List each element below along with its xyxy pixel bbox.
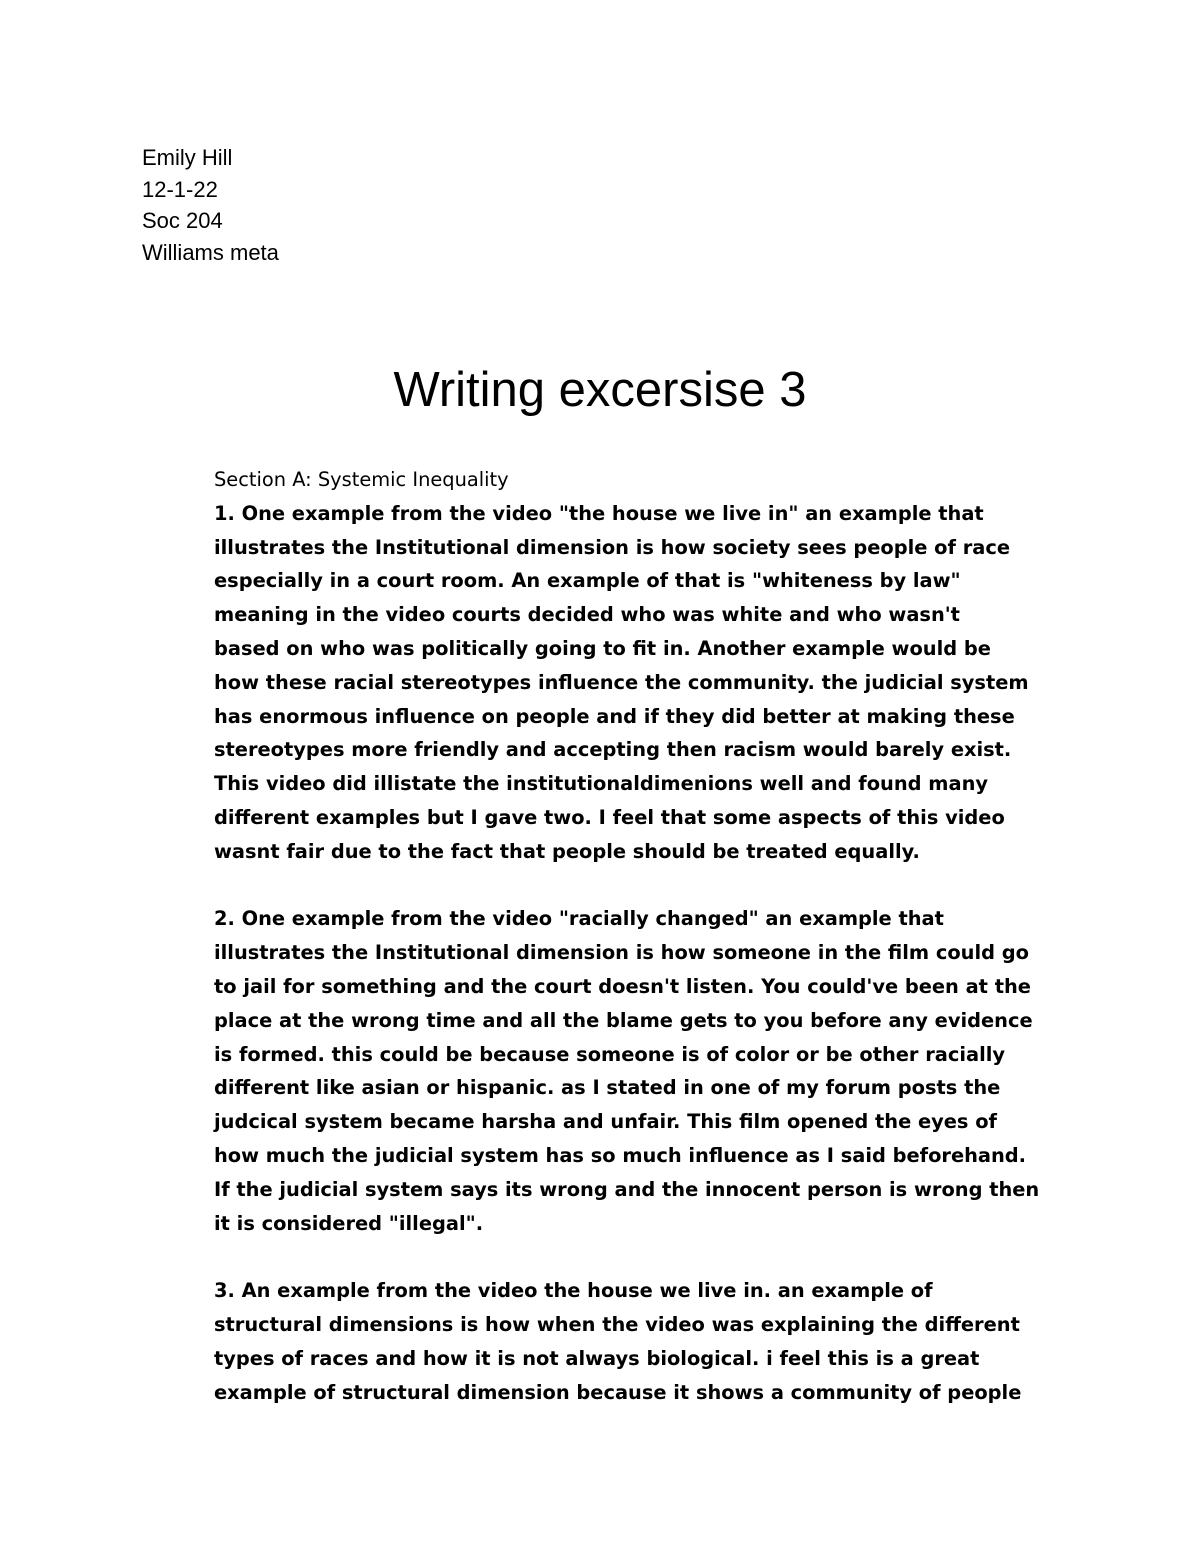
paragraph-1 — [214, 497, 1074, 869]
paragraph-line: 2. One example from the video "racially changed" an example that — [214, 907, 944, 931]
document-date: 12-1-22 — [142, 176, 218, 202]
paragraph-line: types of races and how it is not always biological. i feel this is a great — [214, 1346, 980, 1370]
paragraph-line: to jail for something and the court doesn't listen. You could've been at the — [214, 974, 1031, 998]
paragraph-line: meaning in the video courts decided who was white and who wasn't — [214, 603, 960, 627]
paragraph-line: If the judicial system says its wrong and the innocent person is wrong then — [214, 1177, 1040, 1201]
paragraph-line: it is considered "illegal". — [214, 1211, 484, 1235]
paragraph-line: different like asian or hispanic. as I stated in one of my forum posts the — [214, 1076, 1001, 1100]
paragraph-line: has enormous influence on people and if they did better at making these — [214, 704, 1015, 728]
paragraph-line: based on who was politically going to fit in. Another example would be — [214, 636, 991, 660]
paragraph-2 — [214, 902, 1074, 1240]
paragraph-line: 3. An example from the video the house we live in. an example of — [214, 1279, 933, 1303]
paragraph-line: example of structural dimension because it shows a community of people — [214, 1380, 1022, 1404]
paragraph-line: judcical system became harsha and unfair. This film opened the eyes of — [214, 1110, 997, 1134]
paragraph-line: wasnt fair due to the fact that people should be treated equally. — [214, 839, 920, 863]
paragraph-line: is formed. this could be because someone is of color or be other racially — [214, 1042, 1006, 1066]
paragraph-spacer — [214, 869, 1074, 903]
paragraph-line: structural dimensions is how when the video was explaining the different — [214, 1312, 1020, 1336]
paragraph-line: illustrates the Institutional dimension is how someone in the film could go — [214, 941, 1029, 965]
paragraph-line: especially in a court room. An example of that is "whiteness by law" — [214, 569, 961, 593]
paragraph-line: illustrates the Institutional dimension is how society sees people of race — [214, 535, 1010, 559]
paragraph-line: This video did illistate the institutionaldimenions well and found many — [214, 772, 989, 796]
instructor-name: Williams meta — [142, 239, 279, 265]
author-name: Emily Hill — [142, 145, 233, 170]
section-heading: Section A: Systemic Inequality — [214, 468, 509, 491]
paragraph-3 — [214, 1274, 1074, 1409]
paragraph-line: place at the wrong time and all the blame gets to you before any evidence — [214, 1008, 1033, 1032]
paragraph-line: stereotypes more friendly and accepting then racism would barely exist. — [214, 738, 1012, 762]
document-body — [214, 463, 1074, 1409]
paragraph-line: how much the judicial system has so much influence as I said beforehand. — [214, 1143, 1027, 1167]
paragraph-line: different examples but I gave two. I feel that some aspects of this video — [214, 805, 1005, 829]
document-header — [142, 142, 279, 268]
document-title: Writing excersise 3 — [393, 363, 807, 417]
paragraph-line: how these racial stereotypes influence the community. the judicial system — [214, 670, 1029, 694]
paragraph-spacer — [214, 1240, 1074, 1274]
paragraph-line: 1. One example from the video "the house we live in" an example that — [214, 501, 984, 525]
course-name: Soc 204 — [142, 208, 223, 233]
